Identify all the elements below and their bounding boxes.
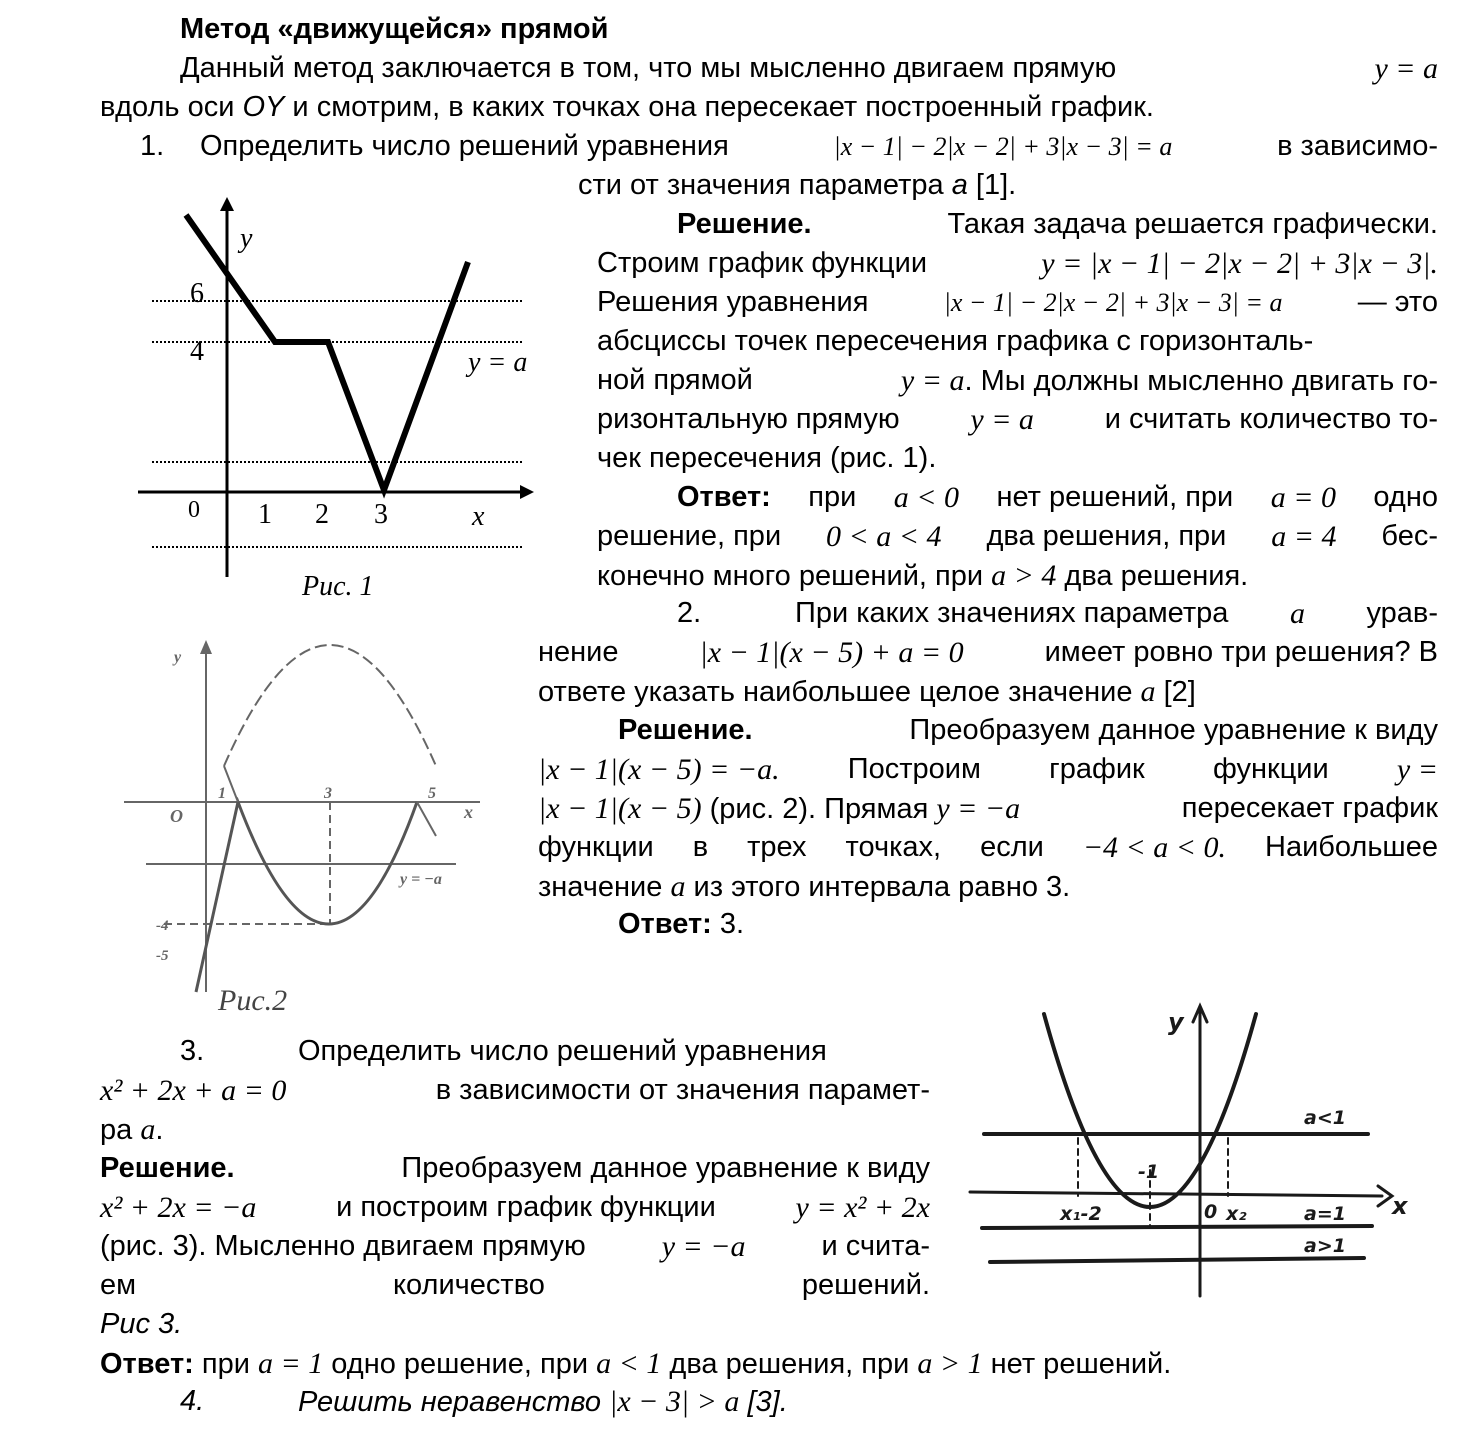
p2-solution-line-4 xyxy=(538,828,1438,867)
p3-sol2-eq: x² + 2x = −a xyxy=(100,1191,257,1224)
p3-ans-text: два решения, при xyxy=(661,1348,918,1380)
p1-equation: |x − 1| − 2|x − 2| + 3|x − 3| = a xyxy=(833,132,1173,161)
p2-line-3 xyxy=(538,672,1196,712)
p2-sol5-tail: из этого интервала равно 3. xyxy=(685,871,1071,903)
p1-solution-label: Решение. xyxy=(677,208,812,240)
p3-ans-eq: a < 1 xyxy=(596,1347,662,1380)
intro-text-b: и смотрим, в каких точках она пересекает построенный график. xyxy=(284,91,1154,123)
fig3-y-label: y xyxy=(1168,1008,1184,1036)
p2-answer-label: Ответ: xyxy=(618,908,712,940)
p1-answer-label: Ответ: xyxy=(677,481,771,513)
fig3-x-label: x xyxy=(1392,1192,1408,1220)
p2-sol4-eq: −4 < a < 0. xyxy=(1082,831,1227,864)
p1-ans-word: бес- xyxy=(1381,520,1438,552)
p3-solution-line-2 xyxy=(100,1188,930,1227)
p2-sol2-word: функции xyxy=(1212,753,1329,785)
intro-text: Данный метод заключается в том, что мы мысленно двигаем прямую xyxy=(180,52,1117,84)
fig2-y-tick: -4 xyxy=(156,918,169,934)
p3-solution-line-1 xyxy=(100,1149,930,1188)
p4-number: 4. xyxy=(180,1385,205,1417)
p3-l1-text: Определить число решений уравнения xyxy=(298,1035,827,1067)
p1-l2-param: a xyxy=(951,169,968,201)
figure-3-graph xyxy=(960,1000,1420,1310)
p2-number: 2. xyxy=(677,597,702,629)
p3-solution-line-3 xyxy=(100,1227,930,1266)
p3-sol4-word: количество xyxy=(393,1269,545,1301)
p3-answer xyxy=(100,1344,1171,1384)
p1-ans-eq: a < 0 xyxy=(893,481,960,514)
p3-number: 3. xyxy=(180,1035,205,1067)
p3-ans-text: при xyxy=(193,1348,258,1380)
p2-line-1 xyxy=(795,594,1438,633)
p3-sol2-eq2: y = x² + 2x xyxy=(795,1191,930,1224)
intro-line-1 xyxy=(180,49,1438,88)
intro-text-a: вдоль оси xyxy=(100,91,243,123)
p1-sol5-text: ной прямой xyxy=(597,364,753,396)
fig3-label-a-eq-1: a=1 xyxy=(1304,1203,1346,1225)
p1-ans-eq: a = 0 xyxy=(1270,481,1336,514)
p3-sol3-tail: и счита- xyxy=(821,1230,930,1262)
p2-solution-line-5 xyxy=(538,867,1070,907)
p2-l2-text: нение xyxy=(538,636,619,668)
p1-line-2 xyxy=(578,166,1016,205)
fig1-x-arrow xyxy=(520,485,534,499)
p1-answer-line-2 xyxy=(597,517,1438,556)
fig1-y-label: y xyxy=(240,223,253,254)
fig2-y-label: y xyxy=(174,649,182,666)
p3-solution-text: Преобразуем данное уравнение к виду xyxy=(401,1152,930,1184)
p2-sol3-text: (рис. 2). Прямая xyxy=(701,793,937,825)
p1-solution-line-6 xyxy=(597,400,1438,439)
p1-sol6-text: ризонтальную прямую xyxy=(597,403,900,435)
p2-sol3-eq2: y = −a xyxy=(936,792,1021,825)
p1-sol2-text: Строим график функции xyxy=(597,247,928,279)
p2-l3-param: a xyxy=(1140,675,1156,708)
p1-ans-word: при xyxy=(808,481,857,513)
fig3-label-a-lt-1: a<1 xyxy=(1304,1107,1346,1129)
p2-solution-line-3 xyxy=(538,789,1438,829)
fig1-x-tick: 2 xyxy=(315,499,329,530)
p1-sol3-text: Решения уравнения xyxy=(597,286,869,318)
fig1-origin: 0 xyxy=(188,497,200,523)
p3-l3-text: ра xyxy=(100,1114,141,1146)
p1-ans-eq: 0 < a < 4 xyxy=(826,520,942,553)
fig2-x-tick: 3 xyxy=(324,785,332,802)
fig1-x-tick: 1 xyxy=(258,499,272,530)
p1-sol5-eq: y = a xyxy=(900,364,965,397)
p1-text: Определить число решений уравнения xyxy=(200,130,729,162)
p1-number: 1. xyxy=(140,130,165,162)
p3-solution-line-4 xyxy=(100,1266,930,1305)
p2-solution-line-2 xyxy=(538,750,1438,789)
p1-solution-line-4 xyxy=(597,322,1438,361)
p1-l2-ref: [1]. xyxy=(967,169,1017,201)
page-title: Метод «движущейся» прямой xyxy=(180,13,609,45)
p3-caption: Рис 3. xyxy=(100,1308,183,1340)
intro-axis: OY xyxy=(242,91,285,123)
figure-2-graph xyxy=(120,640,500,1020)
p2-sol4-word: точках, xyxy=(845,831,942,863)
p1-l2-text: сти от значения параметра xyxy=(578,169,952,201)
p3-ans-text: нет решений. xyxy=(982,1348,1172,1380)
p1-sol6-eq: y = a xyxy=(970,403,1034,436)
fig2-x-tick: 5 xyxy=(428,785,436,802)
p1-sol3-tail: — это xyxy=(1357,286,1438,318)
p4-line xyxy=(298,1382,788,1422)
fig1-x-label: x xyxy=(472,501,485,532)
p1-sol4-text: абсциссы точек пересечения графика с горизонталь- xyxy=(597,325,1314,357)
fig3-label-minus-1: -1 xyxy=(1138,1161,1160,1183)
p2-sol4-word: трех xyxy=(747,831,807,863)
p1-solution-line-2 xyxy=(597,244,1438,283)
p2-l1-tail: урав- xyxy=(1366,597,1438,629)
fig3-label-zero: 0 xyxy=(1204,1201,1218,1223)
p2-sol4-word: в xyxy=(692,831,709,863)
p3-ans-eq: a = 1 xyxy=(257,1347,324,1380)
p3-sol3-text: (рис. 3). Мысленно двигаем прямую xyxy=(100,1230,586,1262)
p1-ans-word: нет решений, при xyxy=(996,481,1234,513)
p3-sol4-word: решений. xyxy=(801,1269,930,1301)
p2-sol4-word: функции xyxy=(538,831,654,863)
fig1-line-label: y = a xyxy=(468,347,528,378)
p1-sol3-eq: |x − 1| − 2|x − 2| + 3|x − 3| = a xyxy=(943,288,1283,317)
fig2-x-tick: 1 xyxy=(218,785,226,802)
p3-l2-text: в зависимости от значения парамет- xyxy=(435,1074,930,1106)
p1-answer-line-3 xyxy=(597,556,1248,596)
p1-solution-line-5 xyxy=(597,361,1438,401)
p1-solution-line-7: чек пересечения (рис. 1). xyxy=(597,442,937,474)
p2-sol4-word: Наибольшее xyxy=(1265,831,1438,863)
p1-solution-line-3 xyxy=(597,283,1438,322)
p1-sol2-eq: y = |x − 1| − 2|x − 2| + 3|x − 3|. xyxy=(1041,247,1438,280)
fig1-y-tick: 6 xyxy=(190,278,204,309)
p2-sol2-word: Построим xyxy=(847,753,981,785)
fig2-y-tick: -5 xyxy=(156,948,169,964)
fig1-caption: Рис. 1 xyxy=(302,571,374,602)
p2-solution-line-1 xyxy=(618,711,1438,750)
p2-sol2-eq: |x − 1|(x − 5) = −a. xyxy=(538,753,780,786)
fig3-line-a-gt-1 xyxy=(990,1258,1364,1262)
p4-equation: |x − 3| > a xyxy=(609,1385,740,1418)
p2-solution-label: Решение. xyxy=(618,714,753,746)
fig2-origin: O xyxy=(170,806,183,826)
p1-ans-word: решение, при xyxy=(597,520,782,552)
p2-sol5-text: значение xyxy=(538,871,671,903)
p2-l2-eq: |x − 1|(x − 5) + a = 0 xyxy=(699,636,964,669)
p1-ans-eq: a = 4 xyxy=(1271,520,1337,553)
p2-sol3-eq: |x − 1|(x − 5) xyxy=(538,792,702,825)
p4-ref: [3]. xyxy=(747,1386,788,1418)
fig1-x-tick: 3 xyxy=(374,499,388,530)
p2-l1-text: При каких значениях параметра xyxy=(795,597,1229,629)
p1-tail: в зависимо- xyxy=(1277,130,1438,162)
p3-ans-text: одно решение, при xyxy=(323,1348,597,1380)
p3-l2-eq: x² + 2x + a = 0 xyxy=(100,1074,287,1107)
p1-answer-line-1 xyxy=(677,478,1438,517)
p4-text: Решить неравенство xyxy=(298,1386,602,1418)
p2-sol4-word: если xyxy=(980,831,1044,863)
p3-l3-dot: . xyxy=(155,1114,164,1146)
intro-line-2 xyxy=(100,88,1154,127)
fig2-x-label: x xyxy=(464,802,473,822)
figure-1-graph xyxy=(130,195,550,615)
fig2-caption: Рис.2 xyxy=(218,984,288,1017)
p1-sol6-tail: и считать количество то- xyxy=(1104,403,1438,435)
fig2-reflected-curve xyxy=(224,645,436,766)
p2-sol2-word: график xyxy=(1049,753,1145,785)
intro-math: y = a xyxy=(1374,52,1438,85)
p2-l3-text: ответе указать наибольшее целое значение xyxy=(538,676,1141,708)
p3-l3-param: a xyxy=(140,1113,156,1146)
p3-sol3-eq: y = −a xyxy=(661,1230,746,1263)
fig3-line-a-eq-1 xyxy=(982,1226,1372,1228)
p1-ans-word: одно xyxy=(1373,481,1438,513)
p1-ans3-text: конечно много решений, при xyxy=(597,560,992,592)
p3-line-2 xyxy=(100,1071,930,1110)
p1-ans3-eq: a > 4 xyxy=(991,559,1057,592)
p2-l1-param: a xyxy=(1289,597,1305,630)
fig3-label-a-gt-1: a>1 xyxy=(1304,1235,1346,1257)
p3-sol2-text: и построим график функции xyxy=(336,1191,716,1223)
fig2-y-arrow xyxy=(200,640,212,654)
p3-line-3 xyxy=(100,1110,163,1150)
p2-l3-ref: [2] xyxy=(1155,676,1196,708)
fig2-function-curve xyxy=(196,802,417,992)
p3-line-1 xyxy=(298,1032,930,1071)
p2-solution-text: Преобразуем данное уравнение к виду xyxy=(909,714,1438,746)
p2-line-2 xyxy=(538,633,1438,672)
p2-answer-value: 3. xyxy=(711,908,745,940)
fig3-label-x2: x₂ xyxy=(1226,1203,1247,1225)
p1-line-1 xyxy=(200,127,1438,166)
p1-solution-text: Такая задача решается графически. xyxy=(947,208,1438,240)
p2-l2-tail: имеет ровно три решения? В xyxy=(1044,636,1438,668)
p3-sol4-word: ем xyxy=(100,1269,137,1301)
p1-solution-line-1 xyxy=(677,205,1438,244)
p2-sol3-tail: пересекает график xyxy=(1181,792,1438,824)
p3-answer-label: Ответ: xyxy=(100,1348,194,1380)
p1-ans3-tail: два решения. xyxy=(1056,560,1249,592)
fig1-y-tick: 4 xyxy=(190,336,204,367)
p2-sol5-param: a xyxy=(670,870,686,903)
p3-solution-label: Решение. xyxy=(100,1152,235,1184)
p1-sol5-tail: . Мы должны мысленно двигать го- xyxy=(964,365,1438,397)
fig3-label-x1: x₁-2 xyxy=(1060,1203,1102,1225)
p1-ans-word: два решения, при xyxy=(986,520,1227,552)
p3-ans-eq: a > 1 xyxy=(917,1347,983,1380)
p2-answer xyxy=(618,905,744,944)
p2-sol2-eq: y = xyxy=(1396,753,1438,786)
fig2-line-label: y = −a xyxy=(400,871,442,888)
fig1-y-arrow xyxy=(220,197,234,211)
